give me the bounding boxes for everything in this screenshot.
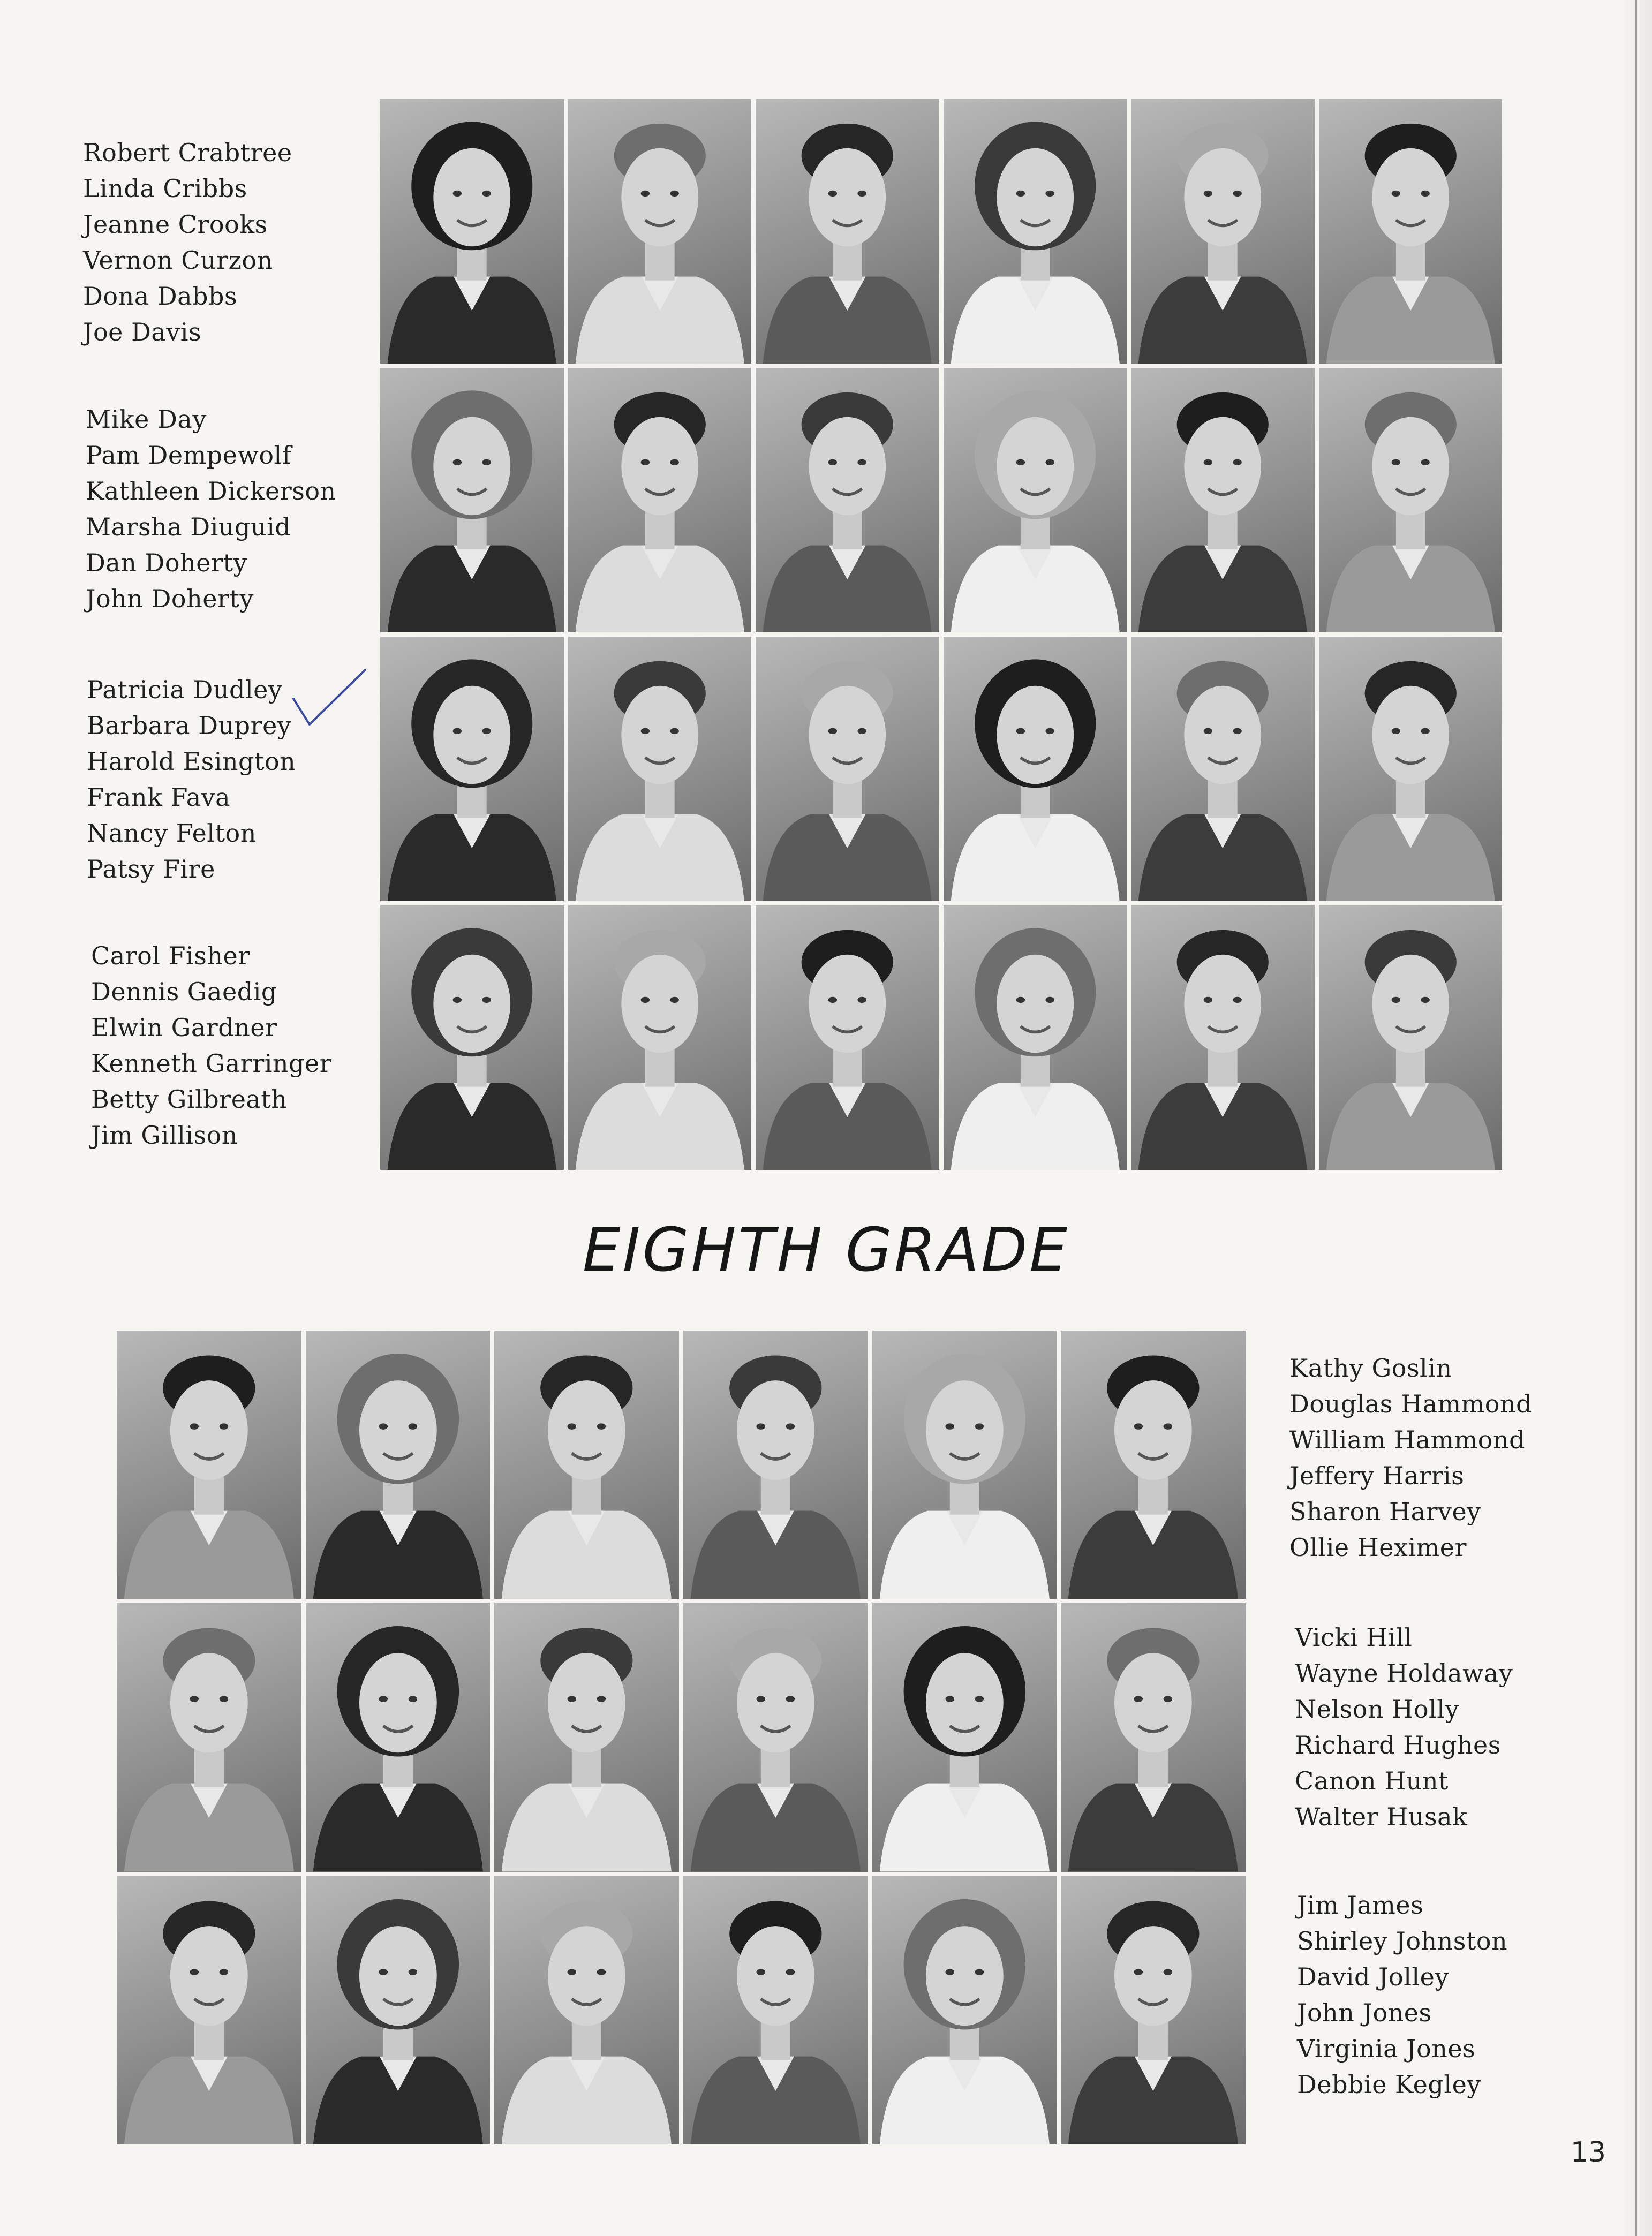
portrait-photo-icon [872,1876,1057,2144]
student-portrait [756,637,939,901]
student-name: Patricia Dudley [87,675,283,704]
student-name: Jim James [1297,1891,1424,1920]
student-name: Douglas Hammond [1289,1389,1533,1418]
student-portrait [1131,637,1315,901]
student-portrait [944,905,1127,1170]
student-name: Dennis Gaedig [91,977,277,1006]
student-name: Joe Davis [83,318,202,346]
student-portrait [494,1603,679,1871]
student-name: Sharon Harvey [1289,1497,1481,1526]
student-portrait [380,637,564,901]
scan-edge-line [1635,0,1637,2236]
portrait-photo-icon [117,1603,301,1871]
student-portrait [568,905,752,1170]
student-name: Harold Esington [87,747,296,776]
name-list-bottom-3 [1297,1887,1507,2103]
student-portrait [306,1331,491,1599]
student-portrait [1319,637,1503,901]
student-name: Wayne Holdaway [1295,1659,1513,1688]
portrait-photo-icon [756,905,939,1170]
portrait-photo-icon [494,1603,679,1871]
student-name: John Doherty [86,584,254,613]
student-name: Vicki Hill [1295,1623,1413,1652]
student-portrait [494,1876,679,2144]
portrait-photo-icon [306,1331,491,1599]
portrait-photo-icon [1319,637,1503,901]
student-portrait [756,368,939,632]
student-portrait [1319,368,1503,632]
student-name: John Jones [1297,1998,1432,2027]
student-portrait [1319,99,1503,364]
portrait-photo-icon [944,368,1127,632]
student-name: Nancy Felton [87,819,257,848]
portrait-photo-icon [1319,368,1503,632]
student-portrait [494,1331,679,1599]
student-name: Robert Crabtree [83,138,292,167]
portrait-photo-icon [568,368,752,632]
student-name: Vernon Curzon [83,246,273,275]
student-name: Jim Gillison [91,1121,238,1150]
student-portrait [568,637,752,901]
student-portrait [756,99,939,364]
portrait-photo-icon [117,1331,301,1599]
student-portrait [568,99,752,364]
student-name: Kathleen Dickerson [86,477,336,505]
portrait-photo-icon [872,1331,1057,1599]
name-list-bottom-2 [1295,1620,1513,1835]
portrait-photo-icon [380,99,564,364]
portrait-photo-icon [756,637,939,901]
student-name: Jeffery Harris [1289,1461,1465,1490]
portrait-photo-icon [944,99,1127,364]
portrait-photo-icon [756,368,939,632]
portrait-photo-icon [1131,99,1315,364]
student-portrait [380,368,564,632]
student-name: Kathy Goslin [1289,1354,1452,1383]
student-name: Jeanne Crooks [83,210,268,239]
student-portrait [306,1603,491,1871]
portrait-photo-icon [380,368,564,632]
student-name: David Jolley [1297,1962,1449,1991]
student-name: Dan Doherty [86,548,247,577]
student-name: Barbara Duprey [87,711,292,740]
student-portrait [1319,905,1503,1170]
student-portrait [380,99,564,364]
student-name: William Hammond [1289,1425,1526,1454]
portrait-grid-top [380,99,1502,1170]
student-name: Nelson Holly [1295,1695,1459,1724]
portrait-photo-icon [1131,637,1315,901]
student-portrait [1131,99,1315,364]
student-name: Carol Fisher [91,941,250,970]
portrait-photo-icon [306,1603,491,1871]
student-portrait [117,1331,301,1599]
name-list-bottom-1 [1289,1350,1532,1566]
portrait-photo-icon [380,637,564,901]
portrait-photo-icon [380,905,564,1170]
portrait-photo-icon [494,1331,679,1599]
portrait-photo-icon [683,1603,868,1871]
portrait-photo-icon [683,1331,868,1599]
student-name: Virginia Jones [1297,2034,1476,2063]
student-portrait [1061,1876,1246,2144]
name-list-top-4 [91,938,331,1153]
portrait-photo-icon [494,1876,679,2144]
student-portrait [944,368,1127,632]
student-portrait [683,1603,868,1871]
student-portrait [944,637,1127,901]
portrait-photo-icon [683,1876,868,2144]
student-portrait [117,1603,301,1871]
student-name: Patsy Fire [87,855,215,883]
student-name: Walter Husak [1295,1802,1468,1831]
pencil-checkmark-icon [289,667,369,731]
student-name: Elwin Gardner [91,1013,277,1042]
student-portrait [872,1603,1057,1871]
student-portrait [306,1876,491,2144]
student-portrait [1061,1331,1246,1599]
student-portrait [683,1331,868,1599]
student-name: Shirley Johnston [1297,1927,1508,1955]
name-list-top-2 [86,402,336,617]
name-list-top-3 [87,672,296,887]
name-list-top-1 [83,135,292,350]
portrait-photo-icon [944,637,1127,901]
portrait-photo-icon [306,1876,491,2144]
portrait-photo-icon [872,1603,1057,1871]
student-name: Marsha Diuguid [86,512,291,541]
student-portrait [568,368,752,632]
student-portrait [944,99,1127,364]
student-name: Pam Dempewolf [86,441,292,470]
portrait-photo-icon [756,99,939,364]
portrait-photo-icon [1061,1876,1246,2144]
portrait-photo-icon [1061,1603,1246,1871]
page-number: 13 [1570,2136,1606,2169]
student-name: Betty Gilbreath [91,1085,288,1114]
portrait-photo-icon [568,99,752,364]
student-portrait [872,1876,1057,2144]
portrait-photo-icon [1131,368,1315,632]
section-title: EIGHTH GRADE [582,1215,1070,1285]
student-name: Canon Hunt [1295,1766,1449,1795]
student-portrait [683,1876,868,2144]
portrait-photo-icon [568,905,752,1170]
student-name: Richard Hughes [1295,1731,1501,1759]
portrait-grid-bottom [117,1331,1246,2144]
student-portrait [380,905,564,1170]
student-name: Linda Cribbs [83,174,247,203]
student-portrait [1131,905,1315,1170]
student-name: Ollie Heximer [1289,1533,1467,1562]
portrait-photo-icon [568,637,752,901]
portrait-photo-icon [1061,1331,1246,1599]
student-portrait [117,1876,301,2144]
portrait-photo-icon [1131,905,1315,1170]
portrait-photo-icon [1319,905,1503,1170]
portrait-photo-icon [117,1876,301,2144]
student-portrait [1131,368,1315,632]
student-name: Debbie Kegley [1297,2070,1481,2099]
student-name: Frank Fava [87,783,231,812]
portrait-photo-icon [944,905,1127,1170]
student-name: Mike Day [86,405,207,434]
student-name: Dona Dabbs [83,282,238,311]
student-portrait [872,1331,1057,1599]
portrait-photo-icon [1319,99,1503,364]
student-name: Kenneth Garringer [91,1049,332,1078]
student-portrait [756,905,939,1170]
student-portrait [1061,1603,1246,1871]
